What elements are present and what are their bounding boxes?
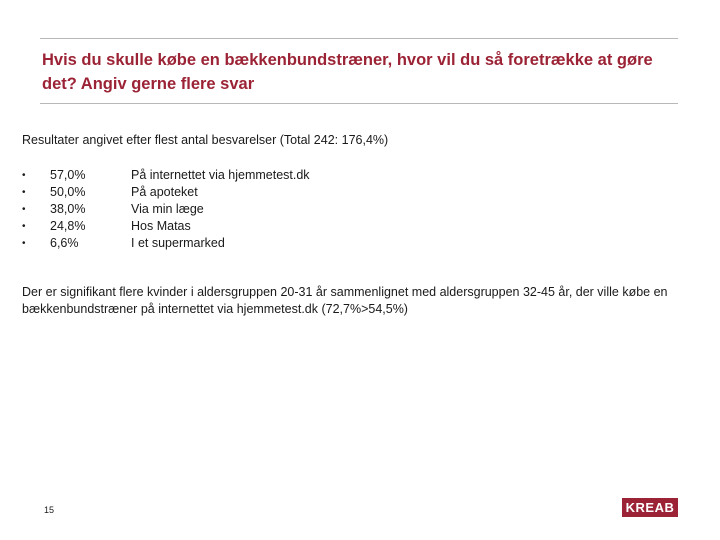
result-label: På apoteket (131, 185, 198, 199)
result-percent: 6,6% (50, 236, 79, 250)
result-label: Via min læge (131, 202, 204, 216)
bullet: • (22, 221, 26, 232)
result-percent: 24,8% (50, 219, 86, 233)
finding-text: Der er signifikant flere kvinder i aldersgruppen 20-31 år sammenlignet med aldersgruppen 32-45 år, der ville købe en bækkenbundstræner på internettet via hjemmetest.dk (72,7%>54,5%) (22, 285, 668, 316)
page-number: 15 (44, 505, 55, 515)
slide-title: Hvis du skulle købe en bækkenbundstræner, hvor vil du så foretrække at gøre det? Angiv gerne flere svar (42, 51, 653, 93)
result-percent: 50,0% (50, 185, 86, 199)
result-label: På internettet via hjemmetest.dk (131, 168, 310, 182)
bullet: • (22, 187, 26, 198)
kreab-logo: KREAB (622, 498, 678, 517)
bullet: • (22, 238, 26, 249)
bullet: • (22, 204, 26, 215)
result-percent: 57,0% (50, 168, 86, 182)
results-subtitle: Resultater angivet efter flest antal besvarelser (Total 242: 176,4%) (22, 133, 389, 147)
result-percent: 38,0% (50, 202, 86, 216)
title-bottom-rule (40, 103, 678, 104)
title-top-rule (40, 38, 678, 39)
bullet: • (22, 170, 26, 181)
result-label: I et supermarked (131, 236, 225, 250)
result-label: Hos Matas (131, 219, 191, 233)
